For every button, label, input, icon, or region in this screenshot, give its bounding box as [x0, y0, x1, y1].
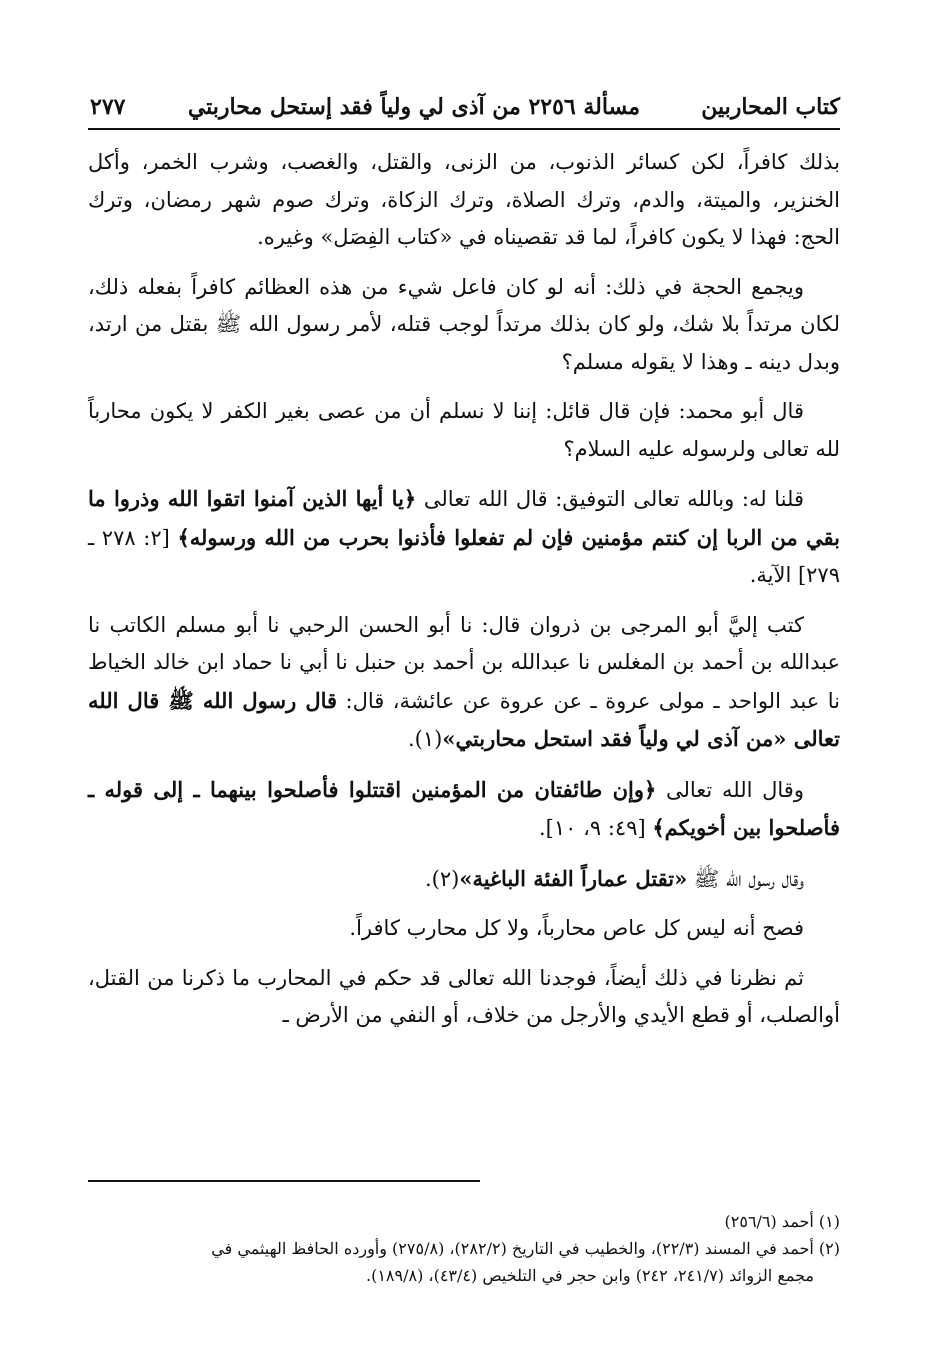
book-title: كتاب المحاربين — [701, 94, 840, 120]
text-segment: [٤٩: ٩، ١٠]. — [538, 816, 653, 840]
text-segment: (٢). — [424, 866, 460, 891]
footnote-2: (٢) أحمد في المسند (٢٢/٣)، والخطيب في التاريخ (٢٨٢/٢)، (٢٧٥/٨) وأورده الحافظ الهيثمي في — [211, 1239, 840, 1258]
main-text — [88, 144, 840, 1035]
text-segment: وقال رسول الله ﷺ — [687, 866, 804, 891]
paragraph — [88, 860, 840, 899]
paragraph — [88, 269, 840, 382]
paragraph — [88, 960, 840, 1035]
text-segment: ويجمع الحجة في ذلك: أنه لو كان فاعل شيء من هذه العظائم كافراً بفعله ذلك، لكان مرتداً بلا شك، ولو كان بذلك مرتداً لوجب قتله، لأمر رسول الله ﷺ بقتل من ارتد، وبدل دينه ـ وهذا لا يقوله مسلم؟ — [88, 274, 840, 374]
text-segment: قال أبو محمد: فإن قال قائل: إننا لا نسلم أن من عصى بغير الكفر لا يكون محارباً لله تعالى ولرسوله عليه السلام؟ — [88, 399, 840, 461]
paragraph — [88, 393, 840, 468]
paragraph-continuation — [88, 144, 840, 257]
footnote-separator — [88, 1180, 480, 1182]
paragraph — [88, 910, 840, 948]
text-segment: [٢: ٢٧٨ ـ ٢٧٩] الآية. — [88, 525, 840, 587]
text-segment: فصح أنه ليس كل عاص محارباً، ولا كل محارب كافراً. — [349, 916, 804, 940]
text-segment: وقال الله تعالى — [656, 777, 804, 802]
paragraph — [88, 771, 840, 848]
footnote-2-continued: مجمع الزوائد (٢٤١/٧، ٢٤٢) وابن حجر في التلخيص (٤٣/٤)، (١٨٩/٨). — [366, 1266, 814, 1285]
text-segment: قلنا له: وبالله تعالى التوفيق: قال الله تعالى — [416, 487, 805, 511]
paragraph — [88, 480, 840, 595]
masala-title: مسألة ٢٢٥٦ من آذى لي ولياً فقد إستحل محاربتي — [187, 94, 640, 120]
running-header — [88, 90, 840, 130]
footnotes — [88, 1208, 840, 1289]
text-segment: ثم نظرنا في ذلك أيضاً، فوجدنا الله تعالى قد حكم في المحارب ما ذكرنا من القتل، أوالصلب، أو قطع الأيدي والأرجل من خلاف، أو النفي من الأرض ـ — [88, 965, 840, 1027]
bold-text-segment: «تقتل عماراً الفئة الباغية» — [459, 865, 688, 891]
bold-text-segment: ﴿وإن طائفتان من المؤمنين اقتتلوا فأصلحوا بينهما ـ إلى قوله ـ فأصلحوا بين أخويكم﴾ — [88, 776, 840, 840]
paragraph — [88, 607, 840, 759]
book-page — [88, 90, 840, 1290]
text-segment: (١). — [407, 727, 443, 751]
text-segment: بذلك كافراً، لكن كسائر الذنوب، من الزنى، والقتل، والغصب، وشرب الخمر، وأكل الخنزير، والميتة، والدم، وترك الصلاة، وترك الزكاة، وترك صوم شهر رمضان، وترك الحج: فهذا لا يكون كافراً، لما قد تقصيناه في «كتاب الفِصَل» وغيره. — [88, 150, 840, 249]
bold-text-segment: قال رسول الله ﷺ قال الله تعالى «من آذى لي ولياً فقد استحل محاربتي» — [88, 687, 840, 751]
footnote-1: (١) أحمد (٢٥٦/٦) — [724, 1212, 840, 1231]
text-segment: كتب إليَّ أبو المرجى بن ذروان قال: نا أبو الحسن الرحبي نا أبو مسلم الكاتب نا عبدالله بن أحمد بن المغلس نا عبدالله بن أحمد بن حنبل نا أبي نا حماد ابن خالد الخياط نا عبد الواحد ـ مولى عروة ـ عن عروة عن عائشة، قال: — [88, 612, 840, 713]
bold-text-segment: ﴿يا أيها الذين آمنوا اتقوا الله وذروا ما بقي من الربا إن كنتم مؤمنين فإن لم تفعلوا فأذنوا بحرب من الله ورسوله﴾ — [88, 486, 841, 550]
page-number: ٢٧٧ — [90, 94, 126, 120]
